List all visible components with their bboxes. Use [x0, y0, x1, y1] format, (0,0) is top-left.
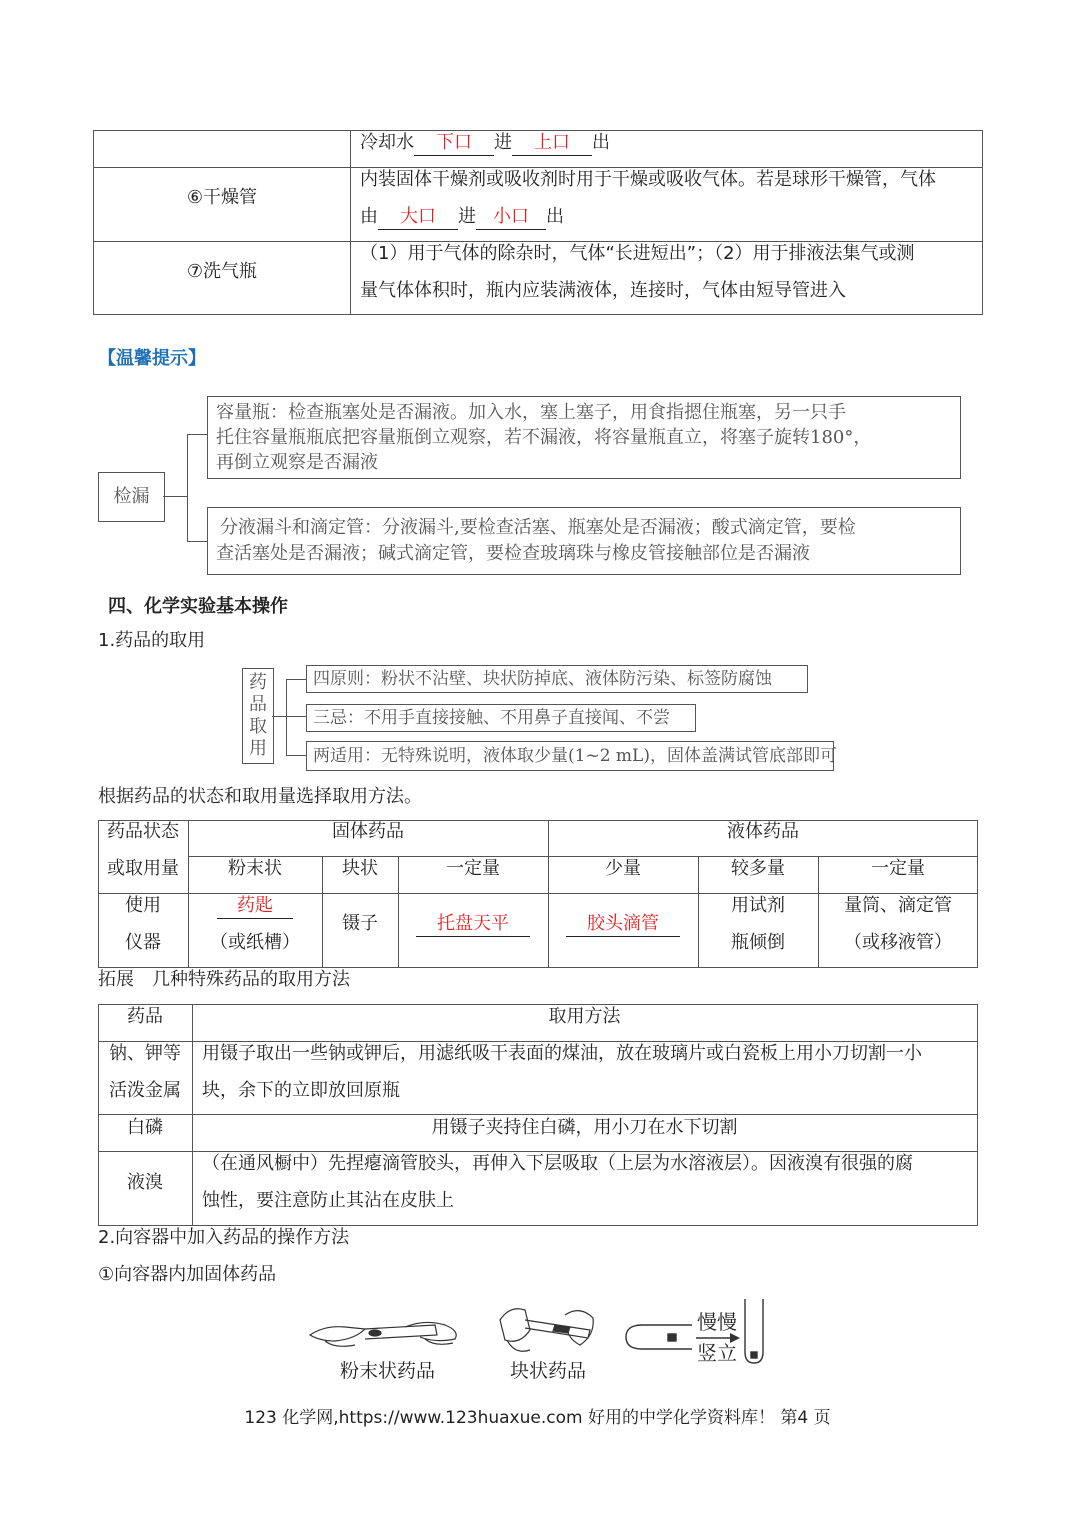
drying-tube-desc-line1: 内装固体干燥剂或吸收剂时用于干燥或吸收气体。若是球形干燥管，气体 — [360, 169, 936, 190]
special-header-method: 取用方法 — [548, 1006, 621, 1027]
header-certain-solid: 一定量 — [446, 858, 500, 879]
volumetric-flask-box — [207, 396, 961, 479]
rule — [98, 1114, 978, 1115]
cell-tweezers: 镊子 — [342, 913, 378, 934]
cell-cylinder-1: 量筒、滴定管 — [844, 895, 952, 916]
connector — [187, 541, 207, 542]
block-addition-figure — [495, 1300, 600, 1360]
special-r2-text: 用镊子夹持住白磷，用小刀在水下切割 — [431, 1117, 738, 1138]
gas-washing-desc-line2: 量气体体积时，瓶内应装满液体，连接时，气体由短导管进入 — [360, 280, 846, 301]
funnel-burette-box — [207, 507, 961, 575]
special-r1-text-1: 用镊子取出一些钠或钾后，用滤纸吸干表面的煤油，放在玻璃片或白瓷板上用小刀切割一小 — [202, 1043, 922, 1064]
drying-tube-desc-line2: 由 大口 进 小口 出 — [360, 205, 564, 230]
header-more: 较多量 — [731, 858, 785, 879]
subsection-2-1-heading: ①向容器内加固体药品 — [98, 1264, 277, 1285]
three-taboos-box: 三忌：不用手直接接触、不用鼻子直接闻、不尝 — [306, 704, 696, 732]
special-r3-text-1: （在通风橱中）先捏瘪滴管胶头，再伸入下层吸取（上层为水溶液层）。因液溴有很强的腐 — [202, 1153, 913, 1174]
connector — [272, 716, 286, 717]
four-principles-box: 四原则：粉状不沾壁、块状防掉底、液体防污染、标签防腐蚀 — [306, 665, 808, 693]
special-r2-name: 白磷 — [127, 1117, 163, 1138]
cell-paper: （或纸槽） — [210, 932, 300, 953]
header-liquid: 液体药品 — [727, 821, 799, 842]
cell-dropper: 胶头滴管 — [548, 912, 698, 937]
use-label-2: 仪器 — [125, 932, 161, 953]
funnel-burette-line2: 查活塞处是否漏液；碱式滴定管，要检查玻璃珠与橡皮管接触部位是否漏液 — [216, 543, 810, 564]
connector — [187, 434, 188, 542]
gas-washing-desc-line1: （1）用于气体的除杂时，气体“长进短出”；（2）用于排液法集气或测 — [360, 243, 915, 264]
connector — [286, 679, 287, 755]
section-heading: 四、化学实验基本操作 — [108, 596, 288, 617]
header-drug-state: 药品状态 — [107, 821, 179, 842]
page-footer: 123 化学网,https://www.123huaxue.com 好用的中学化学资料库！ 第4 页 — [244, 1408, 831, 1428]
connector — [163, 496, 187, 497]
connector — [187, 434, 207, 435]
powder-addition-figure — [305, 1305, 465, 1355]
drug-taking-label: 药 品 取 用 — [249, 672, 267, 759]
horizontal-tube-icon — [622, 1320, 697, 1355]
header-block: 块状 — [342, 858, 378, 879]
header-small: 少量 — [605, 858, 641, 879]
cell-pour-1: 用试剂 — [731, 895, 785, 916]
special-r3-name: 液溴 — [127, 1172, 163, 1193]
drying-tube-name: ⑥干燥管 — [186, 187, 258, 208]
cell-pour-2: 瓶倾倒 — [731, 932, 785, 953]
header-powder: 粉末状 — [228, 858, 282, 879]
upright-tube-icon — [740, 1297, 770, 1367]
volumetric-flask-line1: 容量瓶：检查瓶塞处是否漏液。加入水，塞上塞子，用食指摁住瓶塞，另一只手 — [216, 402, 846, 423]
connector — [286, 679, 306, 680]
rule — [350, 130, 351, 315]
connector — [286, 716, 306, 717]
volumetric-flask-line2: 托住容量瓶瓶底把容量瓶倒立观察，若不漏液，将容量瓶直立，将塞子旋转180°， — [216, 427, 872, 448]
cell-balance: 托盘天平 — [398, 912, 548, 937]
block-figure-caption: 块状药品 — [509, 1360, 586, 1382]
rule — [93, 130, 94, 315]
tip-heading: 【温馨提示】 — [98, 348, 206, 369]
extension-title: 拓展 几种特殊药品的取用方法 — [98, 969, 350, 990]
arrow-icon — [694, 1332, 744, 1344]
two-applicable-box: 两适用：无特殊说明，液体取少量(1~2 mL)，固体盖满试管底部即可 — [306, 741, 834, 771]
cell-cylinder-2: （或移液管） — [844, 932, 952, 953]
subsection-2-heading: 2.向容器中加入药品的操作方法 — [98, 1227, 350, 1248]
volumetric-flask-line3: 再倒立观察是否漏液 — [216, 452, 378, 473]
gas-washing-bottle-name: ⑦洗气瓶 — [186, 261, 258, 282]
header-amount: 或取用量 — [107, 858, 179, 879]
special-r1-text-2: 块，余下的立即放回原瓶 — [202, 1080, 400, 1101]
special-header-drug: 药品 — [127, 1006, 163, 1027]
rule — [93, 314, 983, 315]
slowly-label: 慢慢 — [697, 1310, 737, 1334]
special-r1-name-1: 钠、钾等 — [109, 1043, 181, 1064]
connector — [286, 755, 306, 756]
cooling-water-line: 冷却水 下口 进 上口 出 — [360, 131, 610, 156]
special-r1-name-2: 活泼金属 — [109, 1080, 181, 1101]
cell-spoon: 药匙 — [188, 894, 322, 919]
funnel-burette-line1: 分液漏斗和滴定管：分液漏斗,要检查活塞、瓶塞处是否漏液；酸式滴定管，要检 — [220, 517, 856, 538]
leak-check-label: 检漏 — [113, 486, 150, 507]
rule — [977, 1004, 978, 1226]
header-certain-liquid: 一定量 — [871, 858, 925, 879]
rule — [192, 1004, 193, 1226]
leak-check-label-box — [98, 472, 165, 522]
rule — [982, 130, 983, 315]
special-r3-text-2: 蚀性，要注意防止其沾在皮肤上 — [202, 1190, 454, 1211]
powder-figure-caption: 粉末状药品 — [339, 1360, 435, 1382]
upright-label: 竖立 — [697, 1341, 737, 1365]
header-solid: 固体药品 — [332, 821, 404, 842]
use-label-1: 使用 — [125, 895, 161, 916]
drug-taking-label-box — [242, 668, 274, 764]
choose-method-text: 根据药品的状态和取用量选择取用方法。 — [98, 786, 422, 807]
subsection-heading: 1.药品的取用 — [98, 630, 206, 651]
